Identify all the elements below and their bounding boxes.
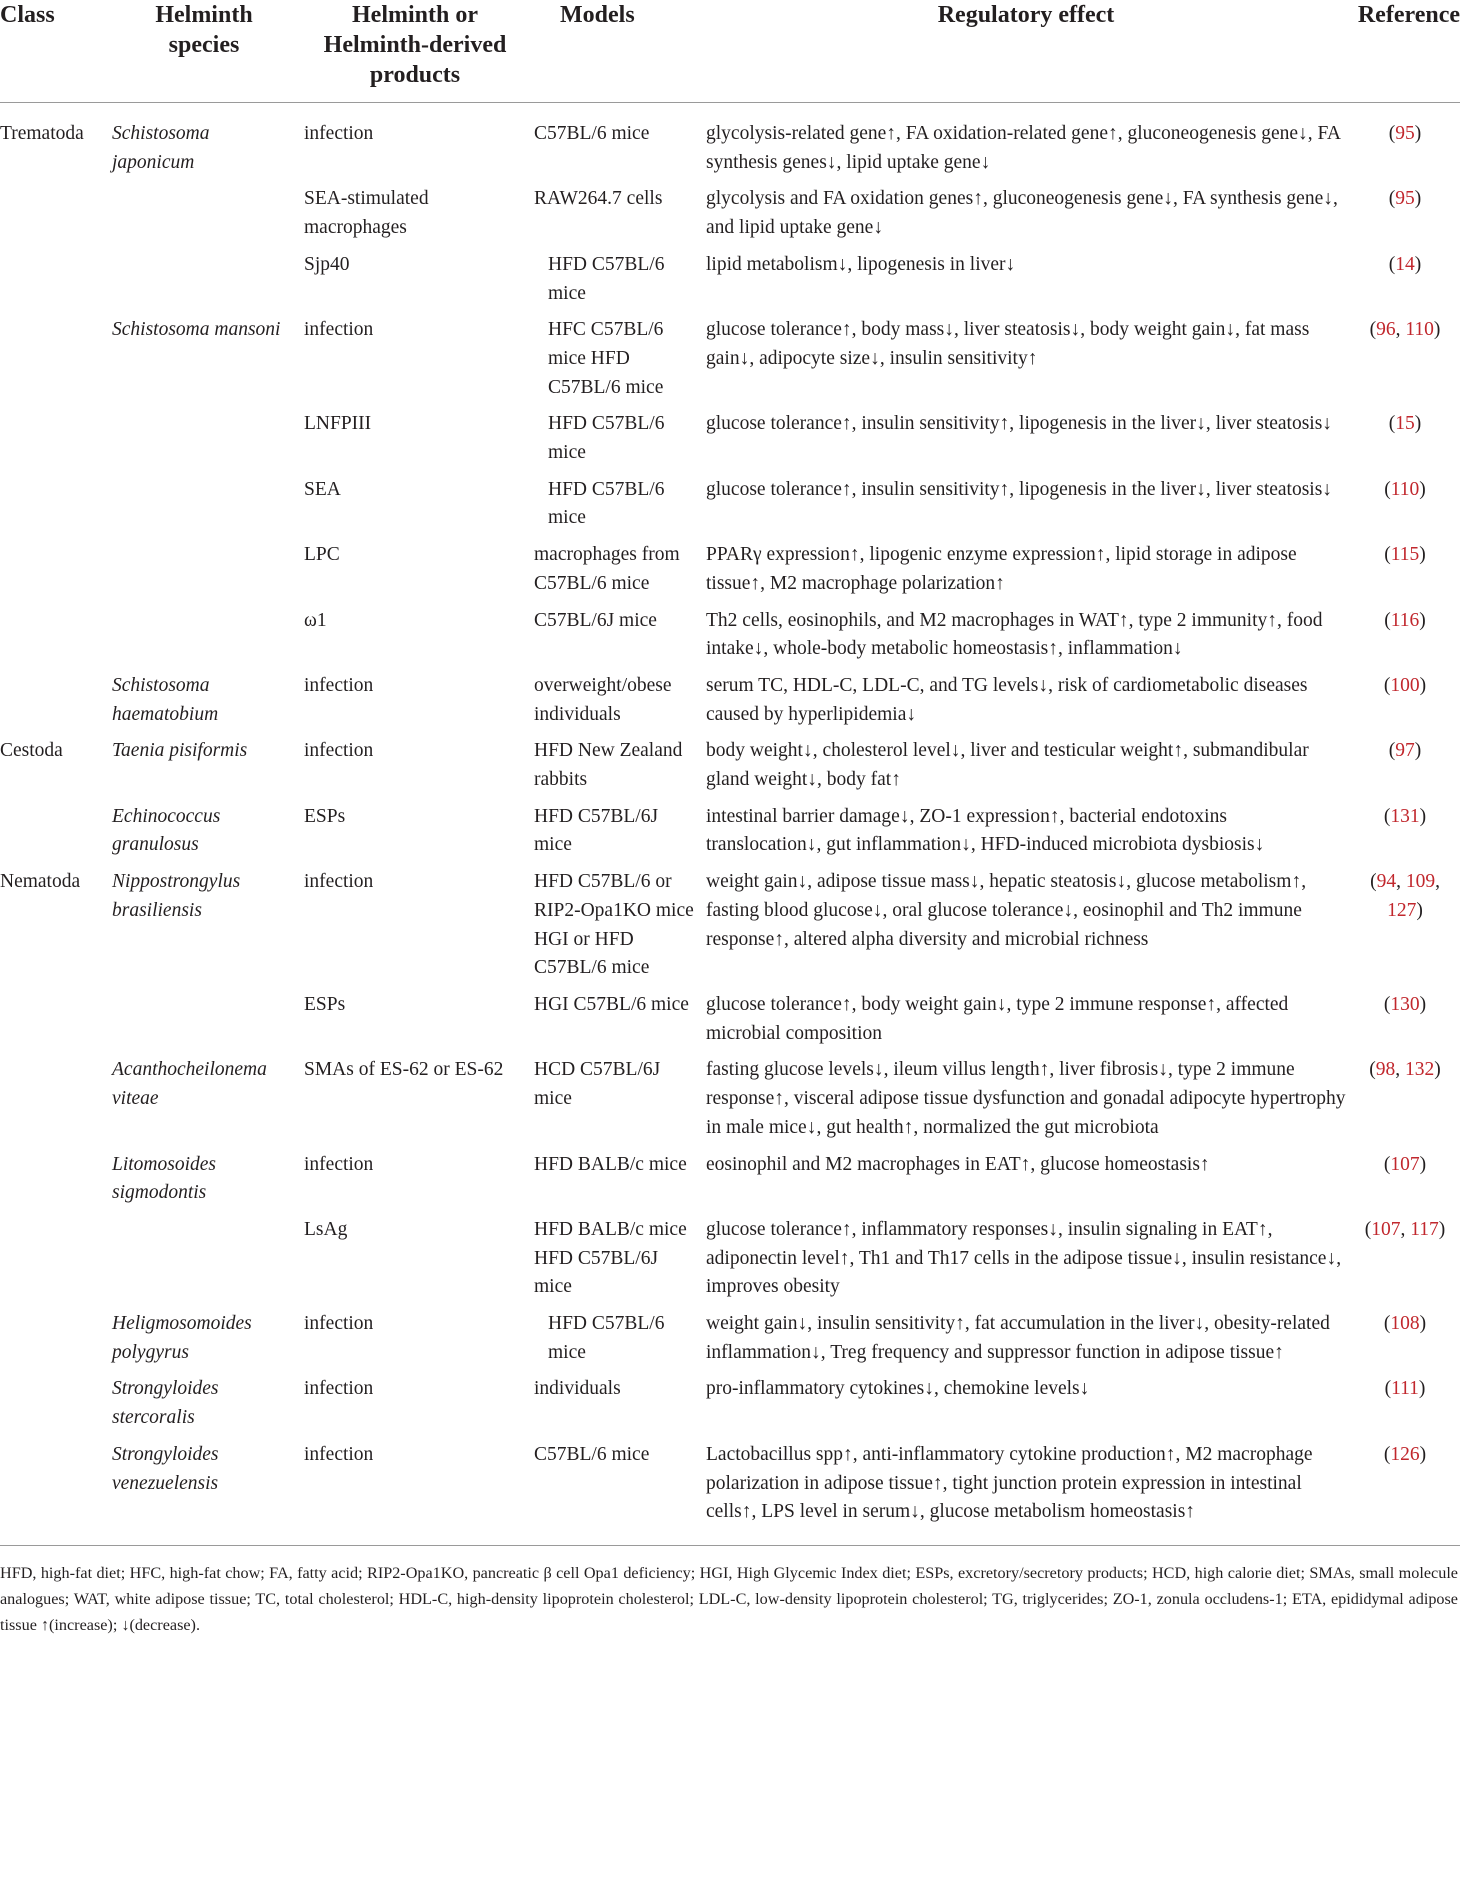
class-cell: Nematoda [0, 871, 81, 893]
species-cell: Schistosoma haematobium [112, 674, 219, 725]
reference-link[interactable]: 107 [1371, 1218, 1401, 1240]
reference-link[interactable]: 15 [1395, 413, 1415, 435]
models-cell: HFD BALB/c mice [534, 1153, 687, 1175]
species-cell: Heligmosomoides polygyrus [112, 1313, 252, 1363]
table-row [0, 1433, 1460, 1545]
effect-cell: PPARγ expression↑, lipogenic enzyme expression↑, lipid storage in adipose tissue↑, M2 macrophage polarization↑ [706, 544, 1297, 594]
header-species: Helminth species [108, 0, 300, 103]
reference-link[interactable]: 107 [1390, 1153, 1420, 1175]
reference-cell: (130) [1383, 993, 1427, 1015]
class-cell [0, 664, 108, 729]
species-cell: Taenia pisiformis [112, 740, 248, 762]
models-cell: individuals [534, 1378, 621, 1400]
reference-cell: (98, 132) [1369, 1059, 1441, 1081]
table-row [0, 468, 1460, 533]
models-cell: overweight/obese individuals [534, 674, 672, 725]
reference-link[interactable]: 95 [1395, 188, 1415, 210]
table-row [0, 1367, 1460, 1432]
models-cell: HFD C57BL/6 mice [548, 478, 665, 529]
product-cell: ESPs [304, 993, 346, 1015]
models-cell: HGI C57BL/6 mice [534, 993, 689, 1015]
models-cell: HFD C57BL/6 mice [548, 413, 665, 464]
species-cell: Schistosoma japonicum [112, 123, 210, 173]
product-cell: ESPs [304, 805, 346, 827]
reference-cell: (110) [1384, 478, 1426, 500]
table-body [0, 103, 1460, 1545]
table-row [0, 664, 1460, 729]
models-cell: C57BL/6J mice [534, 609, 657, 631]
reference-cell: (108) [1383, 1313, 1427, 1335]
species-cell [108, 533, 300, 598]
models-cell: HFD C57BL/6 or RIP2-Opa1KO mice HGI or HFD C57BL/6 mice [534, 871, 694, 979]
table-row [0, 1302, 1460, 1367]
product-cell: SEA-stimulated macrophages [304, 188, 429, 239]
reference-cell: (14) [1388, 253, 1422, 275]
reference-link[interactable]: 111 [1391, 1378, 1419, 1400]
class-cell [0, 983, 108, 1048]
effect-cell: weight gain↓, insulin sensitivity↑, fat accumulation in the liver↓, obesity-related inflammation↓, Treg frequency and suppressor function in adipose tissue↑ [706, 1313, 1330, 1363]
reference-link[interactable]: 95 [1395, 123, 1415, 144]
reference-link[interactable]: 108 [1390, 1313, 1420, 1335]
reference-link[interactable]: 127 [1387, 899, 1417, 921]
reference-cell: (115) [1384, 544, 1426, 566]
table-row [0, 402, 1460, 467]
table-row [0, 1143, 1460, 1208]
product-cell: LPC [304, 544, 340, 566]
reference-link[interactable]: 96 [1376, 319, 1396, 341]
species-cell: Schistosoma mansoni [112, 319, 281, 341]
species-cell: Echinococcus granulosus [112, 805, 221, 856]
species-cell: Acanthocheilonema viteae [112, 1059, 267, 1110]
reference-link[interactable]: 126 [1390, 1443, 1420, 1465]
table-row [0, 243, 1460, 308]
table-row [0, 103, 1460, 178]
reference-cell: (131) [1383, 805, 1427, 827]
product-cell: infection [304, 123, 374, 144]
effect-cell: intestinal barrier damage↓, ZO-1 expression↑, bacterial endotoxins translocation↓, gut inflammation↓, HFD-induced microbiota dysbiosis↓ [706, 805, 1265, 856]
reference-link[interactable]: 131 [1390, 805, 1420, 827]
models-cell: HCD C57BL/6J mice [534, 1059, 661, 1110]
reference-cell: (107) [1383, 1153, 1427, 1175]
table-row [0, 729, 1460, 794]
models-cell: macrophages from C57BL/6 mice [534, 544, 680, 594]
product-cell: LsAg [304, 1218, 348, 1240]
species-cell [108, 468, 300, 533]
product-cell: ω1 [304, 609, 327, 631]
species-cell [108, 402, 300, 467]
effect-cell: body weight↓, cholesterol level↓, liver and testicular weight↑, submandibular gland weight↓, body fat↑ [706, 740, 1309, 791]
effect-cell: weight gain↓, adipose tissue mass↓, hepatic steatosis↓, glucose metabolism↑, fasting blood glucose↓, oral glucose tolerance↓, eosinophil and Th2 immune response↑, altered alpha diversity and microbial richness [706, 871, 1307, 950]
species-cell: Strongyloides stercoralis [112, 1378, 219, 1429]
effect-cell: fasting glucose levels↓, ileum villus length↑, liver fibrosis↓, type 2 immune response↑, visceral adipose tissue dysfunction and gonadal adipocyte hypertrophy in male mice↓, gut health↑, normalized the gut microbiota [706, 1059, 1346, 1138]
header-reference: Reference [1350, 0, 1460, 103]
product-cell: infection [304, 674, 374, 696]
class-cell [0, 468, 108, 533]
models-cell: HFC C57BL/6 mice HFD C57BL/6 mice [548, 319, 664, 398]
models-cell: HFD BALB/c mice HFD C57BL/6J mice [534, 1218, 687, 1298]
product-cell: infection [304, 319, 374, 341]
species-cell: Strongyloides venezuelensis [112, 1443, 219, 1494]
effect-cell: glucose tolerance↑, insulin sensitivity↑, lipogenesis in the liver↓, liver steatosis↓ [706, 413, 1333, 435]
reference-link[interactable]: 100 [1390, 674, 1420, 696]
table-row [0, 599, 1460, 664]
product-cell: LNFPIII [304, 413, 372, 435]
reference-cell: (15) [1388, 413, 1422, 435]
species-cell [108, 983, 300, 1048]
reference-link[interactable]: 97 [1395, 740, 1415, 762]
header-effect: Regulatory effect [702, 0, 1350, 103]
class-cell [0, 795, 108, 860]
reference-cell: (95) [1388, 123, 1422, 144]
product-cell: infection [304, 871, 374, 893]
species-cell: Litomosoides sigmodontis [112, 1153, 217, 1204]
reference-cell: (107, 117) [1364, 1218, 1446, 1240]
class-cell [0, 243, 108, 308]
reference-link[interactable]: 110 [1390, 478, 1420, 500]
table-row [0, 533, 1460, 598]
table-row [0, 860, 1460, 983]
reference-link[interactable]: 115 [1390, 544, 1420, 566]
models-cell: HFD C57BL/6 mice [548, 1313, 665, 1363]
product-cell: infection [304, 1313, 374, 1335]
reference-cell: (111) [1384, 1378, 1426, 1400]
models-cell: HFD New Zealand rabbits [534, 740, 683, 791]
class-cell [0, 1048, 108, 1142]
class-cell [0, 1367, 108, 1432]
reference-cell: (94, 109, 127) [1370, 871, 1440, 921]
product-cell: infection [304, 740, 374, 762]
effect-cell: pro-inflammatory cytokines↓, chemokine levels↓ [706, 1378, 1090, 1400]
effect-cell: serum TC, HDL-C, LDL-C, and TG levels↓, risk of cardiometabolic diseases caused by hyperlipidemia↓ [706, 674, 1308, 725]
reference-link[interactable]: 110 [1405, 319, 1434, 341]
effect-cell: glycolysis-related gene↑, FA oxidation-related gene↑, gluconeogenesis gene↓, FA synthesis genes↓, lipid uptake gene↓ [706, 123, 1340, 173]
table-row [0, 983, 1460, 1048]
table-row [0, 308, 1460, 402]
species-cell: Nippostrongylus brasiliensis [112, 871, 241, 921]
reference-cell: (126) [1383, 1443, 1427, 1465]
class-cell [0, 1302, 108, 1367]
class-cell [0, 1433, 108, 1545]
product-cell: Sjp40 [304, 253, 350, 275]
effect-cell: Lactobacillus spp↑, anti-inflammatory cytokine production↑, M2 macrophage polarization in adipose tissue↑, tight junction protein expression in intestinal cells↑, LPS level in serum↓, glucose metabolism homeostasis↑ [706, 1443, 1313, 1523]
reference-link[interactable]: 116 [1390, 609, 1420, 631]
effect-cell: eosinophil and M2 macrophages in EAT↑, glucose homeostasis↑ [706, 1153, 1210, 1175]
effect-cell: glucose tolerance↑, insulin sensitivity↑, lipogenesis in the liver↓, liver steatosis↓ [706, 478, 1333, 500]
table-row [0, 795, 1460, 860]
effect-cell: glucose tolerance↑, body mass↓, liver steatosis↓, body weight gain↓, fat mass gain↓, adipocyte size↓, insulin sensitivity↑ [706, 319, 1310, 369]
product-cell: SEA [304, 478, 341, 500]
reference-link[interactable]: 130 [1390, 993, 1420, 1015]
class-cell [0, 402, 108, 467]
reference-link[interactable]: 109 [1405, 871, 1436, 893]
reference-cell: (97) [1388, 740, 1422, 762]
effect-cell: glucose tolerance↑, inflammatory responses↓, insulin signaling in EAT↑, adiponectin level↑, Th1 and Th17 cells in the adipose tissue↓, insulin resistance↓, improves obesity [706, 1218, 1342, 1298]
reference-cell: (100) [1383, 674, 1427, 696]
table-row [0, 1048, 1460, 1142]
models-cell: C57BL/6 mice [534, 123, 650, 144]
species-cell [108, 243, 300, 308]
class-cell: Cestoda [0, 740, 63, 762]
models-cell: RAW264.7 cells [534, 188, 663, 210]
header-class: Class [0, 0, 108, 103]
effect-cell: glycolysis and FA oxidation genes↑, gluconeogenesis gene↓, FA synthesis gene↓, and lipid uptake gene↓ [706, 188, 1338, 239]
header-models: Models [530, 0, 702, 103]
class-cell [0, 1143, 108, 1208]
species-cell [108, 599, 300, 664]
header-product: Helminth or Helminth-derived products [300, 0, 530, 103]
reference-link[interactable]: 14 [1395, 253, 1415, 275]
table-row [0, 177, 1460, 242]
reference-link[interactable]: 98 [1375, 1059, 1396, 1081]
product-cell: infection [304, 1443, 374, 1465]
class-cell [0, 177, 108, 242]
reference-link[interactable]: 132 [1405, 1059, 1435, 1081]
reference-link[interactable]: 117 [1410, 1218, 1439, 1240]
effect-cell: Th2 cells, eosinophils, and M2 macrophages in WAT↑, type 2 immunity↑, food intake↓, whole-body metabolic homeostasis↑, inflammation↓ [706, 609, 1323, 660]
table-footnote: HFD, high-fat diet; HFC, high-fat chow; FA, fatty acid; RIP2-Opa1KO, pancreatic β cell Opa1 deficiency; HGI, High Glycemic Index diet; ESPs, excretory/secretory products; HCD, high calorie diet; SMAs, small molecule analogues; WAT, white adipose tissue; TC, total cholesterol; HDL-C, high-density lipoprotein cholesterol; LDL-C, low-density lipoprotein cholesterol; TG, triglycerides; ZO-1, zonula occludens-1; ETA, epididymal adipose tissue ↑(increase); ↓(decrease). [0, 1563, 1458, 1634]
class-cell [0, 308, 108, 402]
models-cell: HFD C57BL/6J mice [534, 805, 659, 856]
header-row [0, 0, 1460, 103]
species-cell [108, 1208, 300, 1302]
reference-link[interactable]: 94 [1376, 871, 1397, 893]
species-cell [108, 177, 300, 242]
product-cell: infection [304, 1378, 374, 1400]
effect-cell: glucose tolerance↑, body weight gain↓, type 2 immune response↑, affected microbial composition [706, 993, 1289, 1044]
reference-cell: (116) [1384, 609, 1426, 631]
table-row [0, 1208, 1460, 1302]
class-cell: Trematoda [0, 123, 84, 144]
product-cell: SMAs of ES-62 or ES-62 [304, 1059, 504, 1081]
effect-cell: lipid metabolism↓, lipogenesis in liver↓ [706, 253, 1016, 275]
class-cell [0, 599, 108, 664]
class-cell [0, 1208, 108, 1302]
footnote-section [0, 1545, 1460, 1638]
reference-cell: (96, 110) [1369, 319, 1441, 341]
reference-cell: (95) [1388, 188, 1422, 210]
class-cell [0, 533, 108, 598]
models-cell: HFD C57BL/6 mice [548, 253, 665, 304]
models-cell: C57BL/6 mice [534, 1443, 650, 1465]
product-cell: infection [304, 1153, 374, 1175]
